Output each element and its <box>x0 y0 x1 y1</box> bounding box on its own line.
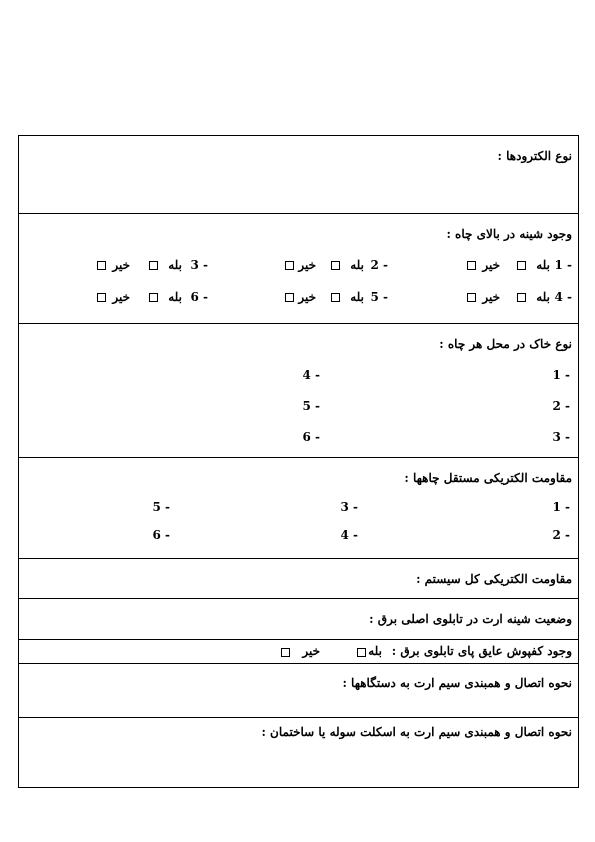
device-connection-label: نحوه اتصال و همبندی سیم ارت به دستگاهها : <box>342 676 572 690</box>
well-5-yes-label: بله <box>350 290 364 304</box>
well-4-number: 4 - <box>554 290 572 304</box>
insulating-floor-yes-checkbox[interactable] <box>357 648 366 657</box>
well-3-no-checkbox[interactable] <box>97 261 106 270</box>
well-6-yes-checkbox[interactable] <box>149 293 158 302</box>
well-4-no-checkbox[interactable] <box>467 293 476 302</box>
insulating-floor-no-checkbox[interactable] <box>281 648 290 657</box>
well-5-no-checkbox[interactable] <box>285 293 294 302</box>
insulating-floor-yes-label: بله <box>368 644 382 658</box>
insulating-floor-no-label: خیر <box>302 644 320 658</box>
well-2-yes-checkbox[interactable] <box>331 261 340 270</box>
well-4-no-label: خیر <box>482 290 500 304</box>
well-1-no-label: خیر <box>482 258 500 272</box>
inspection-form <box>18 135 579 788</box>
soil-item-6: 6 - <box>302 430 320 444</box>
section-device-connection <box>19 664 578 718</box>
well-6-no-checkbox[interactable] <box>97 293 106 302</box>
well-6-number: 6 - <box>190 290 208 304</box>
system-resistance-label: مقاومت الکتریکی کل سیستم : <box>416 572 572 586</box>
section-insulating-floor <box>19 640 578 664</box>
structure-connection-label: نحوه اتصال و همبندی سیم ارت به اسکلت سوله یا ساختمان : <box>261 725 572 739</box>
resistance-item-2: 2 - <box>552 528 570 542</box>
well-2-number: 2 - <box>370 258 388 272</box>
soil-type-label: نوع خاک در محل هر چاه : <box>439 337 572 351</box>
section-structure-connection <box>19 718 578 788</box>
well-resistance-label: مقاومت الکتریکی مستقل چاهها : <box>404 471 572 485</box>
well-4-yes-checkbox[interactable] <box>517 293 526 302</box>
well-4-yes-label: بله <box>536 290 550 304</box>
well-1-number: 1 - <box>554 258 572 272</box>
well-3-no-label: خیر <box>112 258 130 272</box>
section-system-resistance <box>19 559 578 599</box>
soil-item-4: 4 - <box>302 368 320 382</box>
section-well-busbar <box>19 214 578 324</box>
insulating-floor-label: وجود کفپوش عایق پای تابلوی برق : <box>391 644 572 658</box>
well-5-yes-checkbox[interactable] <box>331 293 340 302</box>
well-3-number: 3 - <box>190 258 208 272</box>
well-1-yes-label: بله <box>536 258 550 272</box>
soil-item-1: 1 - <box>552 368 570 382</box>
section-earth-busbar <box>19 599 578 640</box>
soil-item-3: 3 - <box>552 430 570 444</box>
well-1-yes-checkbox[interactable] <box>517 261 526 270</box>
earth-busbar-label: وضعیت شینه ارت در تابلوی اصلی برق : <box>369 612 572 626</box>
electrode-type-label: نوع الکترودها : <box>497 149 572 163</box>
well-1-no-checkbox[interactable] <box>467 261 476 270</box>
resistance-item-6: 6 - <box>152 528 170 542</box>
soil-item-2: 2 - <box>552 399 570 413</box>
well-2-yes-label: بله <box>350 258 364 272</box>
well-busbar-label: وجود شینه در بالای چاه : <box>446 227 572 241</box>
section-well-resistance <box>19 458 578 559</box>
well-2-no-checkbox[interactable] <box>285 261 294 270</box>
well-5-number: 5 - <box>370 290 388 304</box>
well-5-no-label: خیر <box>298 290 316 304</box>
soil-item-5: 5 - <box>302 399 320 413</box>
well-3-yes-checkbox[interactable] <box>149 261 158 270</box>
well-3-yes-label: بله <box>168 258 182 272</box>
resistance-item-3: 3 - <box>340 500 358 514</box>
section-electrode-type <box>19 136 578 214</box>
well-2-no-label: خیر <box>298 258 316 272</box>
resistance-item-4: 4 - <box>340 528 358 542</box>
resistance-item-1: 1 - <box>552 500 570 514</box>
well-6-no-label: خیر <box>112 290 130 304</box>
section-soil-type <box>19 324 578 458</box>
resistance-item-5: 5 - <box>152 500 170 514</box>
well-6-yes-label: بله <box>168 290 182 304</box>
